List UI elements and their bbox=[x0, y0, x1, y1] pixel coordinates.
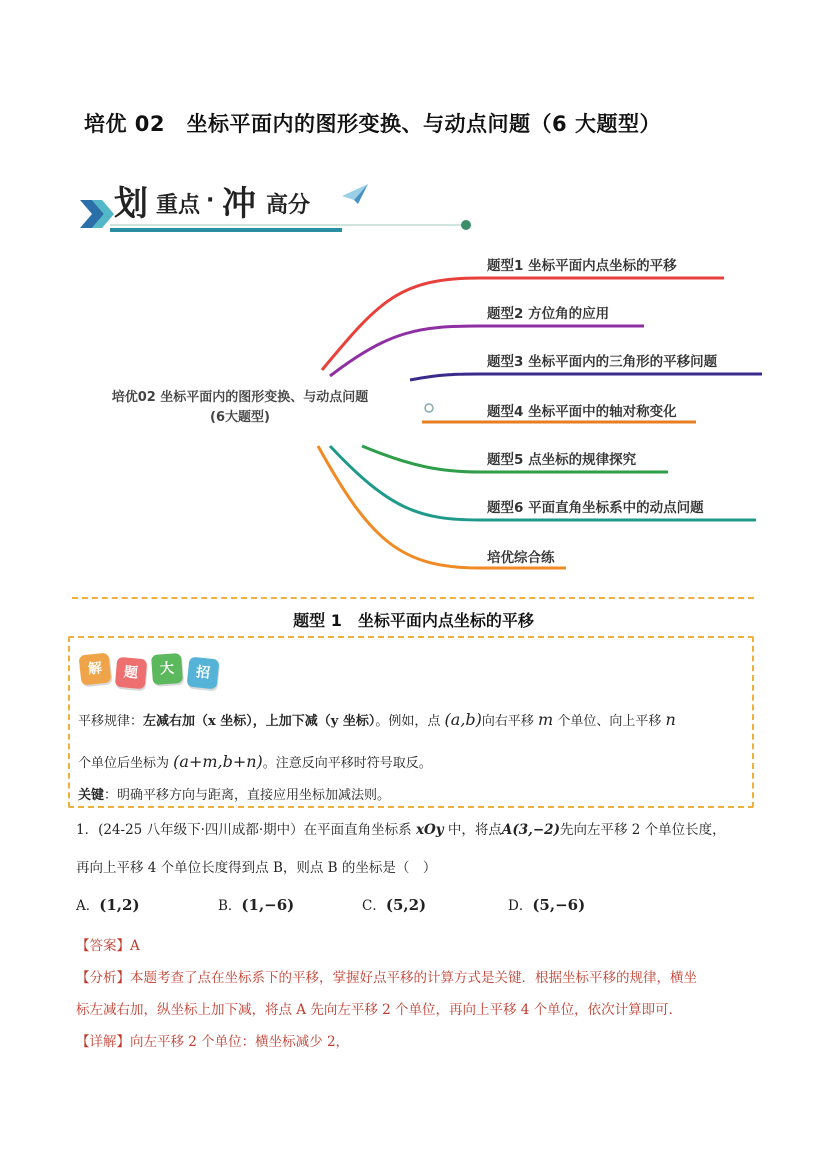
analysis-tag: 【分析】 bbox=[76, 970, 130, 986]
tip-line-2 bbox=[78, 752, 432, 771]
option-c: C．(5,2) bbox=[362, 896, 427, 914]
question-text: 1．(24-25 八年级下·四川成都·期中）在平面直角坐标系 bbox=[76, 822, 412, 838]
question-text: 先向左平移 2 个单位长度， bbox=[559, 822, 726, 838]
paper-plane-icon bbox=[342, 184, 368, 204]
branch-label-2: 题型2 方位角的应用 bbox=[487, 306, 610, 322]
section-banner bbox=[80, 172, 480, 238]
tip-text: 。注意反向平移时符号取反。 bbox=[262, 756, 432, 771]
mindmap-root bbox=[80, 388, 400, 428]
answer-tag: 【答案】 bbox=[76, 938, 130, 954]
math-result: (a+m,b+n) bbox=[173, 752, 263, 771]
banner-dot: · bbox=[206, 188, 215, 213]
section-divider bbox=[72, 597, 754, 599]
branch-label-1: 题型1 坐标平面内点坐标的平移 bbox=[487, 258, 677, 274]
answer-value: A bbox=[130, 938, 140, 954]
option-b: B．(1,−6) bbox=[218, 896, 295, 914]
tip-badge-4: 招 bbox=[187, 657, 220, 690]
tip-line-1 bbox=[78, 710, 676, 729]
banner-char-4: 高分 bbox=[266, 193, 311, 218]
tip-text: 向右平移 bbox=[481, 714, 534, 729]
branch-label-6: 题型6 平面直角坐标系中的动点问题 bbox=[487, 500, 704, 516]
branch-label-5: 题型5 点坐标的规律探究 bbox=[487, 452, 637, 468]
detail-tag: 【详解】 bbox=[76, 1034, 130, 1050]
analysis-line-2: 标左减右加，纵坐标上加下减，将点 A 先向左平移 2 个单位，再向上平移 4 个单位，依次计算即可． bbox=[76, 1002, 683, 1018]
mindmap-root-line2: (6大题型) bbox=[210, 410, 270, 425]
tip-box bbox=[68, 636, 754, 808]
banner-char-3: 冲 bbox=[222, 184, 256, 224]
detail-text: 向左平移 2 个单位：横坐标减少 2， bbox=[130, 1034, 350, 1050]
option-d: D．(5,−6) bbox=[508, 896, 586, 914]
tip-text: 个单位后坐标为 bbox=[78, 756, 170, 771]
math-n: n bbox=[665, 710, 676, 729]
question-line-2: 再向上平移 4 个单位长度得到点 B，则点 B 的坐标是（ ） bbox=[76, 860, 437, 876]
math-xoy: xOy bbox=[415, 822, 444, 838]
banner-char-1: 划 bbox=[114, 184, 148, 224]
tip-text: ：明确平移方向与距离，直接应用坐标加减法则。 bbox=[104, 788, 391, 803]
tip-key-label: 关键 bbox=[78, 788, 105, 803]
tip-text: 。例如，点 bbox=[375, 714, 441, 729]
branch-line-3 bbox=[410, 374, 762, 380]
tip-badge-1: 解 bbox=[79, 653, 112, 686]
math-m: m bbox=[538, 710, 554, 729]
page-title: 培优 02 坐标平面内的图形变换、与动点问题（6 大题型） bbox=[84, 112, 661, 136]
tip-line-3 bbox=[78, 784, 390, 803]
tip-rule: 左减右加（x 坐标），上加下减（y 坐标） bbox=[143, 714, 376, 729]
answer-line bbox=[76, 934, 140, 954]
mindmap-root-line1: 培优02 坐标平面内的图形变换、与动点问题 bbox=[111, 390, 369, 405]
tip-badge-2: 题 bbox=[115, 657, 148, 690]
analysis-text: 本题考查了点在坐标系下的平移，掌握好点平移的计算方式是关键．根据坐标平移的规律，横坐 bbox=[130, 970, 697, 986]
option-a: A．(1,2) bbox=[76, 896, 140, 914]
branch-label-4: 题型4 坐标平面中的轴对称变化 bbox=[487, 404, 677, 420]
analysis-line-1 bbox=[76, 966, 697, 986]
question-text: 中，将点 bbox=[447, 822, 502, 838]
collapse-icon bbox=[425, 404, 433, 412]
banner-char-2: 重点 bbox=[156, 193, 201, 218]
math-point-a: A(3,−2) bbox=[501, 822, 560, 838]
branch-label-7: 培优综合练 bbox=[487, 550, 555, 566]
branch-label-3: 题型3 坐标平面内的三角形的平移问题 bbox=[487, 354, 718, 370]
question-line-1 bbox=[76, 818, 726, 838]
tip-badge-3: 大 bbox=[151, 653, 183, 685]
tip-rule-label: 平移规律： bbox=[78, 714, 144, 729]
math-point: (a,b) bbox=[444, 710, 482, 729]
detail-line-1 bbox=[76, 1030, 349, 1050]
section-title: 题型 1 坐标平面内点坐标的平移 bbox=[293, 611, 534, 630]
tip-text: 个单位、向上平移 bbox=[557, 714, 662, 729]
